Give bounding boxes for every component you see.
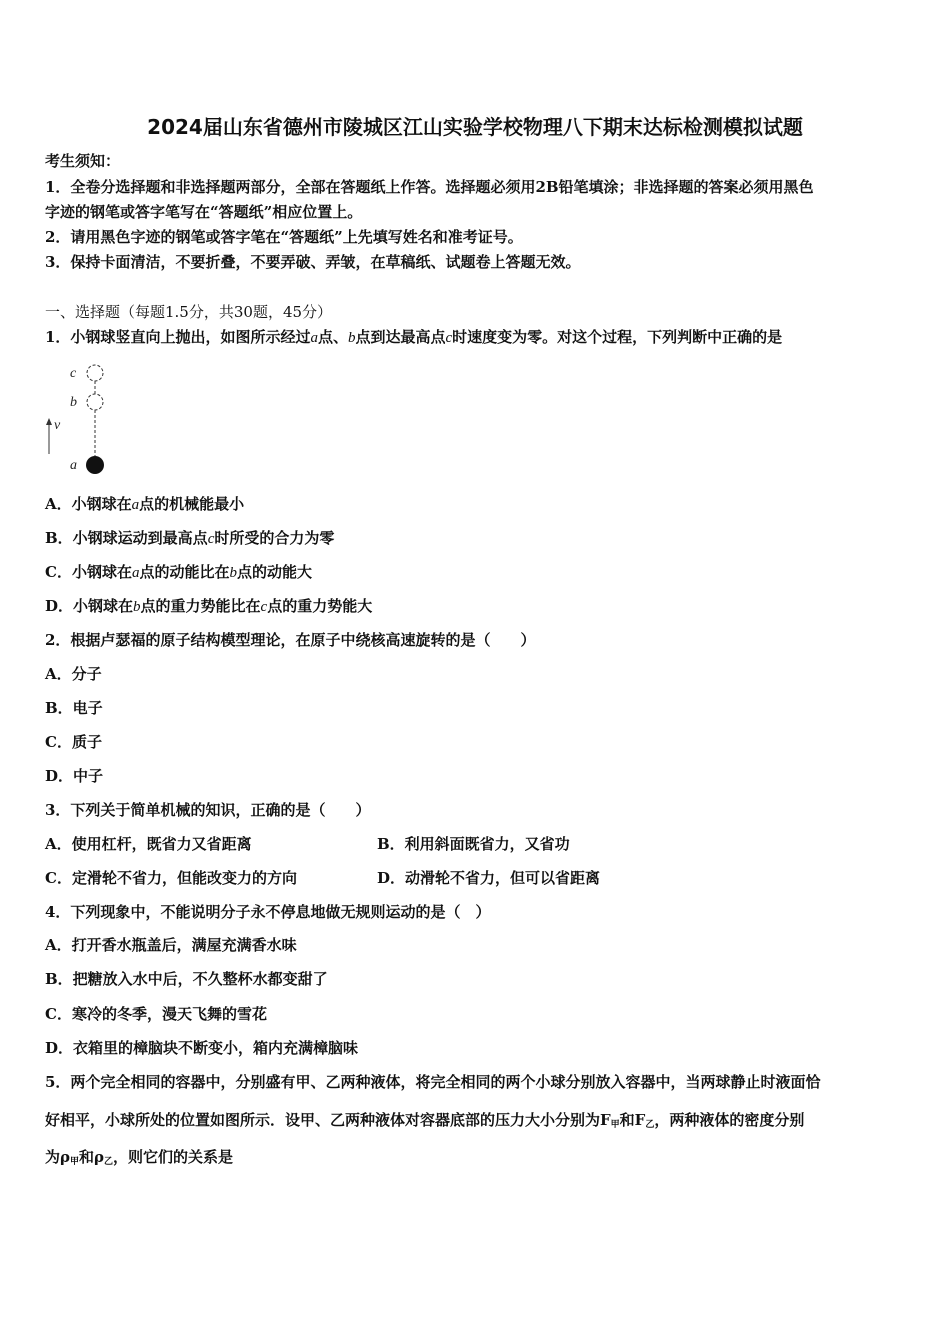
option-var: c: [260, 599, 268, 615]
exam-title: 2024届山东省德州市陵城区江山实验学校物理八下期末达标检测模拟试题: [147, 115, 803, 139]
option-text: 点的动能比在: [139, 563, 230, 581]
option-text: D．小钢球在: [45, 597, 134, 615]
q3-option-a: A．使用杠杆，既省力又省距离: [45, 835, 252, 853]
q2-option-a: A．分子: [45, 665, 102, 683]
notice-item-1-line-2: 字迹的钢笔或答字笔写在“答题纸”相应位置上。: [45, 203, 363, 221]
ball-position-a-icon: [86, 456, 104, 474]
q4-option-c: C．寒冷的冬季，漫天飞舞的雪花: [45, 1005, 267, 1023]
q4-option-d: D．衣箱里的樟脑块不断变小，箱内充满樟脑味: [45, 1039, 359, 1057]
q2-option-d: D．中子: [45, 767, 104, 785]
ball-position-b-icon: [87, 394, 103, 410]
q1-var-c: c: [445, 330, 453, 346]
notice-heading: 考生须知：: [45, 152, 121, 170]
q1-option-b: [45, 528, 334, 549]
option-var: a: [131, 565, 140, 581]
q4-stem: 4．下列现象中，不能说明分子永不停息地做无规则运动的是（ ）: [45, 903, 491, 921]
option-var: b: [229, 565, 237, 581]
q4-option-b: B．把糖放入水中后，不久整杯水都变甜了: [45, 970, 328, 988]
subscript-yi: 乙: [645, 1120, 655, 1130]
subscript-jia: 甲: [69, 1157, 79, 1167]
figure-label-b: b: [70, 395, 77, 410]
option-text: B．小钢球运动到最高点: [45, 529, 208, 547]
option-var: c: [207, 531, 215, 547]
figure-label-c: c: [70, 366, 77, 381]
subscript-jia: 甲: [610, 1120, 620, 1130]
ball-position-c-icon: [87, 365, 103, 381]
q3-option-c: C．定滑轮不省力，但能改变力的方向: [45, 869, 297, 887]
q1-var-b: b: [347, 330, 356, 346]
q3-option-b: B．利用斜面既省力，又省功: [377, 835, 570, 853]
q5-text: ，则它们的关系是: [113, 1148, 234, 1166]
notice-item-2: 2．请用黑色字迹的钢笔或答字笔在“答题纸”上先填写姓名和准考证号。: [45, 228, 523, 246]
q5-stem-line-2: [45, 1110, 804, 1135]
option-var: a: [131, 497, 140, 513]
q5-text: 好相平，小球所处的位置如图所示．设甲、乙两种液体对容器底部的压力大小分别为F: [45, 1111, 611, 1129]
q1-stem: [45, 327, 782, 348]
option-text: 点的机械能最小: [139, 495, 245, 513]
section-heading: 一、选择题（每题1.5分，共30题，45分）: [45, 303, 333, 321]
q1-ball-figure: [40, 358, 130, 488]
q1-var-a: a: [310, 330, 318, 346]
subscript-yi: 乙: [103, 1157, 113, 1167]
option-var: b: [133, 599, 141, 615]
q2-stem: 2．根据卢瑟福的原子结构模型理论，在原子中绕核高速旋转的是（ ）: [45, 631, 536, 649]
q5-text: 和F: [619, 1111, 646, 1129]
q5-text: 为ρ: [45, 1148, 70, 1166]
option-text: 点的重力势能大: [267, 597, 373, 615]
q5-text: 和ρ: [79, 1148, 104, 1166]
q1-stem-part: 1．小钢球竖直向上抛出，如图所示经过: [45, 328, 311, 346]
q2-option-c: C．质子: [45, 733, 102, 751]
option-text: 时所受的合力为零: [214, 529, 335, 547]
notice-item-1-line-1: 1．全卷分选择题和非选择题两部分，全部在答题纸上作答。选择题必须用2B铅笔填涂；非选择题的答案必须用黑色: [45, 178, 814, 196]
figure-label-v: v: [54, 418, 61, 433]
option-text: 点的重力势能比在: [140, 597, 261, 615]
q1-option-d: [45, 596, 372, 617]
figure-label-a: a: [70, 458, 77, 473]
q1-option-a: [45, 494, 244, 515]
q4-option-a: A．打开香水瓶盖后，满屋充满香水味: [45, 936, 297, 954]
q3-option-d: D．动滑轮不省力，但可以省距离: [377, 869, 601, 887]
velocity-arrowhead-icon: [46, 418, 52, 425]
q5-stem-line-3: [45, 1147, 233, 1172]
q5-text: ，两种液体的密度分别: [654, 1111, 805, 1129]
option-text: A．小钢球在: [45, 495, 132, 513]
q5-stem-line-1: 5．两个完全相同的容器中，分别盛有甲、乙两种液体，将完全相同的两个小球分别放入容器中，当两球静止时液面恰: [45, 1073, 821, 1091]
q1-option-c: [45, 562, 312, 583]
q1-stem-part: 点、: [317, 328, 348, 346]
notice-item-3: 3．保持卡面清洁，不要折叠，不要弄破、弄皱，在草稿纸、试题卷上答题无效。: [45, 253, 581, 271]
q1-stem-part: 点到达最高点: [355, 328, 446, 346]
option-text: 点的动能大: [236, 563, 312, 581]
q1-stem-part: 时速度变为零。对这个过程，下列判断中正确的是: [452, 328, 783, 346]
q2-option-b: B．电子: [45, 699, 103, 717]
q3-stem: 3．下列关于简单机械的知识，正确的是（ ）: [45, 801, 371, 819]
option-text: C．小钢球在: [45, 563, 132, 581]
